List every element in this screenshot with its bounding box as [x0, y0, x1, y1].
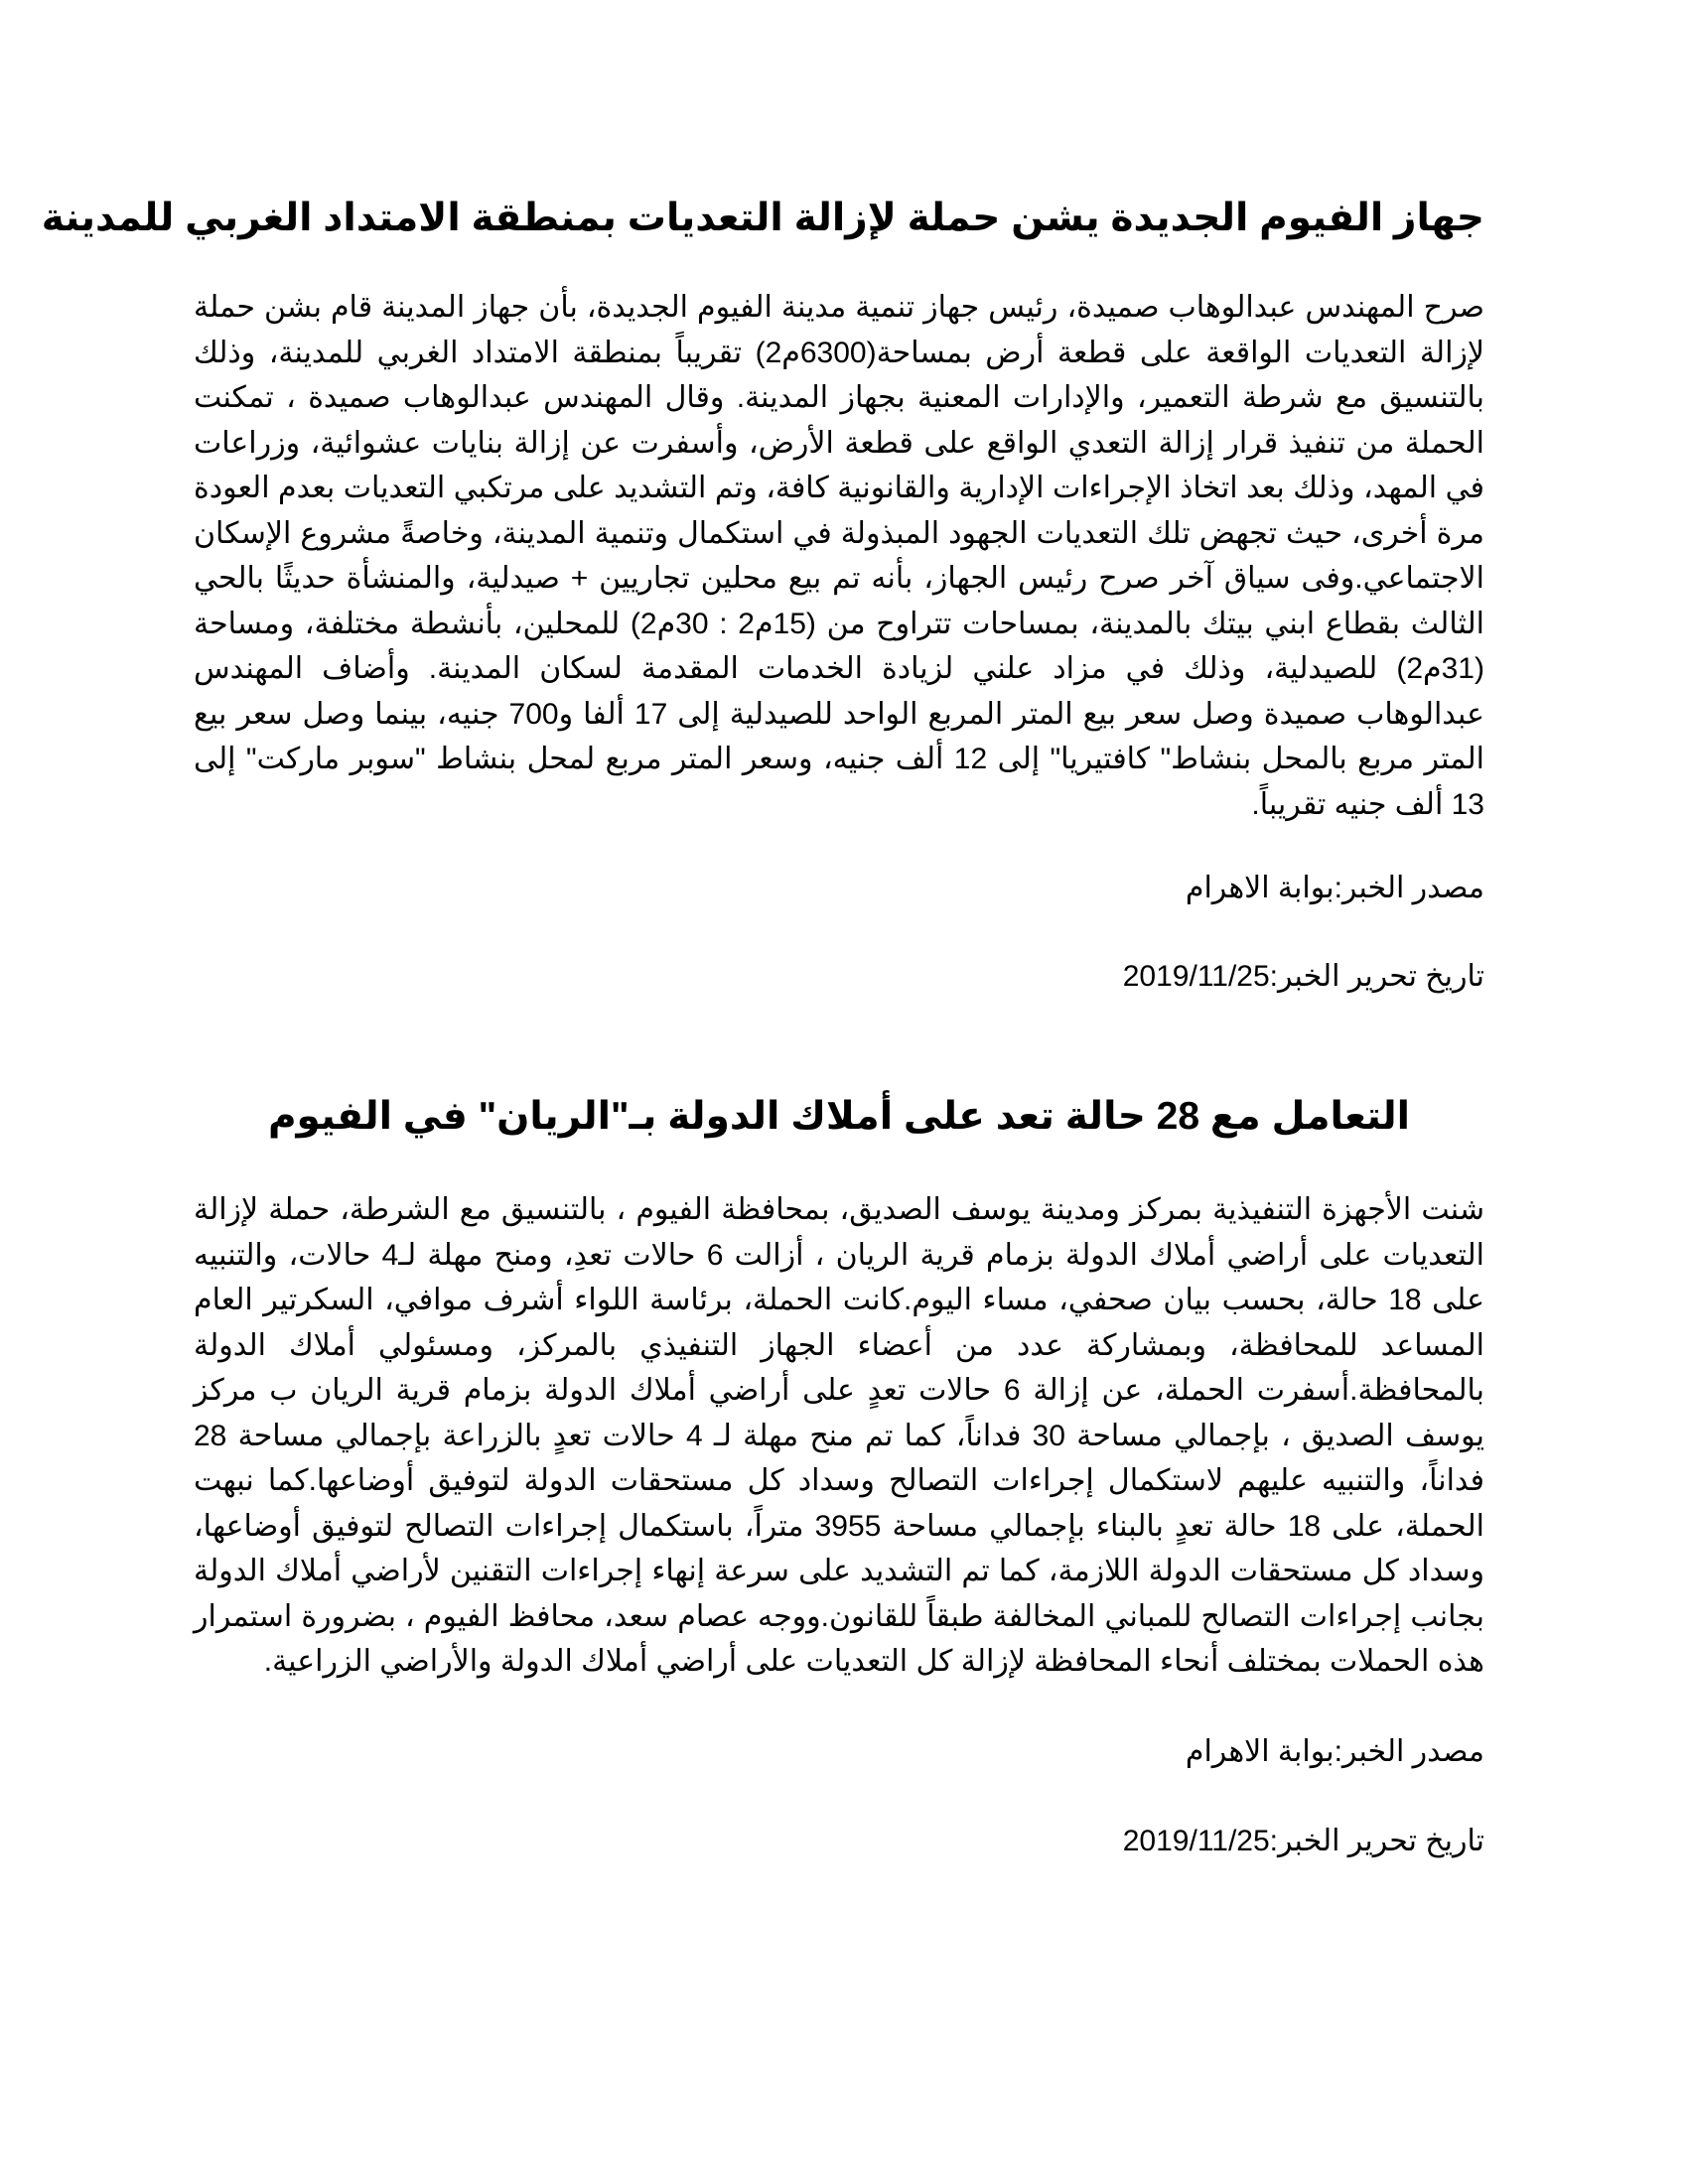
article-1-headline: جهاز الفيوم الجديدة يشن حملة لإزالة التعديات بمنطقة الامتداد الغربي للمدينة	[41, 197, 1484, 239]
news-article-2	[194, 1082, 1484, 1861]
article-1-source-value: بوابة الاهرام	[1185, 872, 1335, 904]
article-2-date-line	[194, 1822, 1484, 1861]
article-1-date-value: 2019/11/25	[1122, 960, 1270, 993]
article-2-source-line	[194, 1732, 1484, 1772]
article-2-body: شنت الأجهزة التنفيذية بمركز ومدينة يوسف الصديق، بمحافظة الفيوم ، بالتنسيق مع الشرطة، حملة لإزالة التعديات على أراضي أملاك الدولة بزمام قرية الريان ، أزالت 6 حالات تعدِ، ومنح مهلة لـ4 حالات، والتنبيه على 18 حالة، بحسب بيان صحفي، مساء اليوم.كانت الحملة، برئاسة اللواء أشرف موافي، السكرتير العام المساعد للمحافظة، وبمشاركة عدد من أعضاء الجهاز التنفيذي بالمركز، ومسئولي أملاك الدولة بالمحافظة.أسفرت الحملة، عن إزالة 6 حالات تعدٍ على أراضي أملاك الدولة بزمام قرية الريان ب مركز يوسف الصديق ، بإجمالي مساحة 30 فداناً، كما تم منح مهلة لـ 4 حالات تعدٍ بالزراعة بإجمالي مساحة 28 فداناً، والتنبيه عليهم لاستكمال إجراءات التصالح وسداد كل مستحقات الدولة لتوفيق أوضاعها.كما نبهت الحملة، على 18 حالة تعدٍ بالبناء بإجمالي مساحة 3955 متراً، باستكمال إجراءات التصالح لتوفيق أوضاعها، وسداد كل مستحقات الدولة اللازمة، كما تم التشديد على سرعة إنهاء إجراءات التقنين لأراضي أملاك الدولة بجانب إجراءات التصالح للمباني المخالفة طبقاً للقانون.ووجه عصام سعد، محافظ الفيوم ، بضرورة استمرار هذه الحملات بمختلف أنحاء المحافظة لإزالة كل التعديات على أراضي أملاك الدولة والأراضي الزراعية.	[194, 1193, 1485, 1678]
article-2-date-label: تاريخ تحرير الخبر:	[1269, 1824, 1484, 1857]
article-2-source-value: بوابة الاهرام	[1185, 1734, 1335, 1768]
article-1-date-line	[194, 957, 1484, 997]
news-article-1	[41, 184, 1484, 997]
article-1-date-label: تاريخ تحرير الخبر:	[1269, 960, 1484, 993]
article-2-source-label: مصدر الخبر:	[1334, 1734, 1484, 1768]
article-1-source-line	[194, 869, 1484, 908]
article-2-date-value: 2019/11/25	[1122, 1824, 1270, 1857]
article-1-body: صرح المهندس عبدالوهاب صميدة، رئيس جهاز تنمية مدينة الفيوم الجديدة، بأن جهاز المدينة قام بشن حملة لإزالة التعديات الواقعة على قطعة أرض بمساحة(6300م2) تقريباً بمنطقة الامتداد الغربي للمدينة، وذلك بالتنسيق مع شرطة التعمير، والإدارات المعنية بجهاز المدينة. وقال المهندس عبدالوهاب صميدة ، تمكنت الحملة من تنفيذ قرار إزالة التعدي الواقع على قطعة الأرض، وأسفرت عن إزالة بنايات عشوائية، وزراعات في المهد، وذلك بعد اتخاذ الإجراءات الإدارية والقانونية كافة، وتم التشديد على مرتكبي التعديات بعدم العودة مرة أخرى، حيث تجهض تلك التعديات الجهود المبذولة في استكمال وتنمية المدينة، وخاصةً مشروع الإسكان الاجتماعي.وفى سياق آخر صرح رئيس الجهاز، بأنه تم بيع محلين تجاريين + صيدلية، والمنشأة حديثًا بالحي الثالث بقطاع ابني بيتك بالمدينة، بمساحات تتراوح من (15م2 : 30م2) للمحلين، بأنشطة مختلفة، ومساحة (31م2) للصيدلية، وذلك في مزاد علني لزيادة الخدمات المقدمة لسكان المدينة. وأضاف المهندس عبدالوهاب صميدة وصل سعر بيع المتر المربع الواحد للصيدلية إلى 17 ألفا و700 جنيه، بينما وصل سعر بيع المتر مربع بالمحل بنشاط" كافتيريا" إلى 12 ألف جنيه، وسعر المتر مربع لمحل بنشاط "سوبر ماركت" إلى 13 ألف جنيه تقريباً.	[194, 291, 1484, 821]
article-2-headline: التعامل مع 28 حالة تعد على أملاك الدولة بـ"الريان" في الفيوم	[267, 1095, 1411, 1138]
article-1-source-label: مصدر الخبر:	[1334, 872, 1484, 904]
